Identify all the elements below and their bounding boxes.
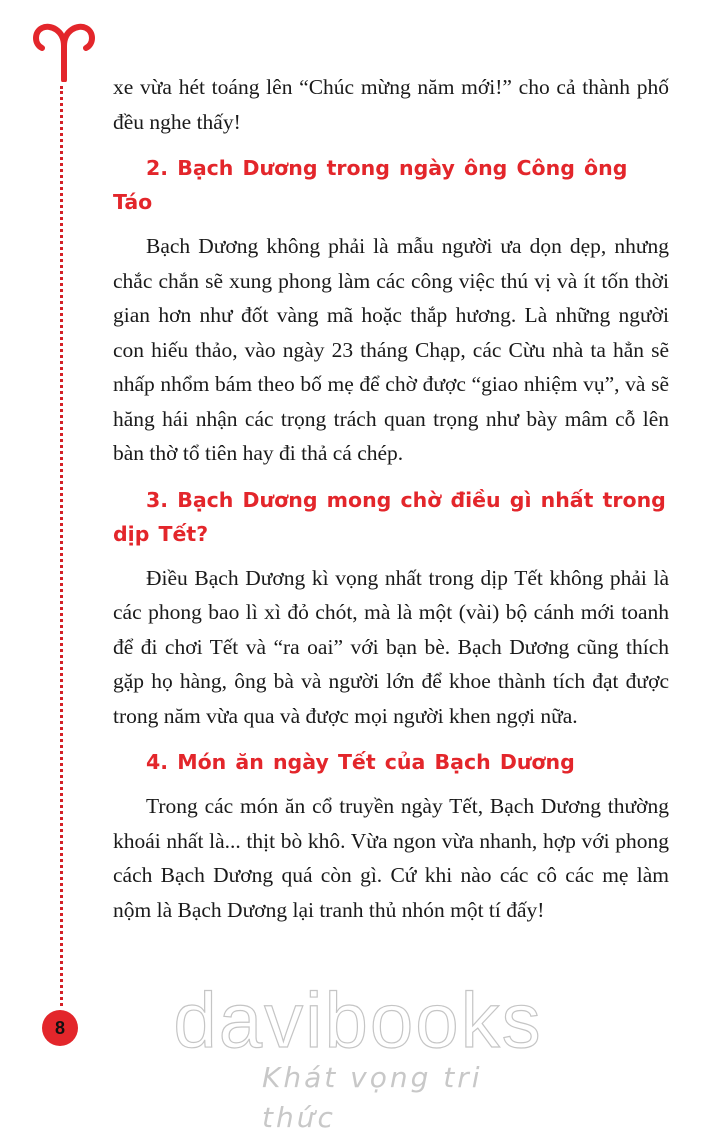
- section-body-2: Bạch Dương không phải là mẫu người ưa dọn dẹp, nhưng chắc chắn sẽ xung phong làm các công việc thú vị và ít tốn thời gian hơn như đốt vàng mã hoặc thắp hương. Là những người con hiếu thảo, vào ngày 23 tháng Chạp, các Cừu nhà ta hẳn sẽ nhấp nhổm bám theo bố mẹ để chờ được “giao nhiệm vụ”, và sẽ hăng hái nhận các trọng trách quan trọng như bày mâm cỗ lên bàn thờ tổ tiên hay đi thả cá chép.: [113, 234, 669, 465]
- aries-icon: [28, 20, 100, 82]
- section-heading-2: 2. Bạch Dương trong ngày ông Công ông Táo: [113, 156, 628, 214]
- intro-paragraph: xe vừa hét toáng lên “Chúc mừng năm mới!” cho cả thành phố đều nghe thấy!: [113, 75, 669, 134]
- page-content: [113, 70, 669, 927]
- watermark-slogan: Khát vọng tri thức: [262, 1061, 483, 1134]
- section-body-3: Điều Bạch Dương kì vọng nhất trong dịp Tết không phải là các phong bao lì xì đỏ chót, mà là một (vài) bộ cánh mới toanh để đi chơi Tết và “ra oai” với bạn bè. Bạch Dương cũng thích gặp họ hàng, ông bà và người lớn để khoe thành tích đạt được trong năm vừa qua và được mọi người khen ngợi nữa.: [113, 565, 669, 728]
- page-number-badge: [42, 1010, 78, 1046]
- section-heading-3: 3. Bạch Dương mong chờ điều gì nhất trong dịp Tết?: [113, 487, 666, 546]
- section-body-4: Trong các món ăn cổ truyền ngày Tết, Bạch Dương thường khoái nhất là... thịt bò khô. Vừa ngon vừa nhanh, hợp với phong cách Bạch Dương quá còn gì. Cứ khi nào các cô các mẹ làm nộm là Bạch Dương lại tranh thủ nhón một tí đấy!: [113, 794, 669, 922]
- margin-dotted-rule: [60, 86, 63, 1006]
- page-number: 8: [54, 1017, 65, 1038]
- section-heading-4: 4. Món ăn ngày Tết của Bạch Dương: [146, 750, 575, 774]
- watermark-logo: davibooks: [173, 976, 543, 1064]
